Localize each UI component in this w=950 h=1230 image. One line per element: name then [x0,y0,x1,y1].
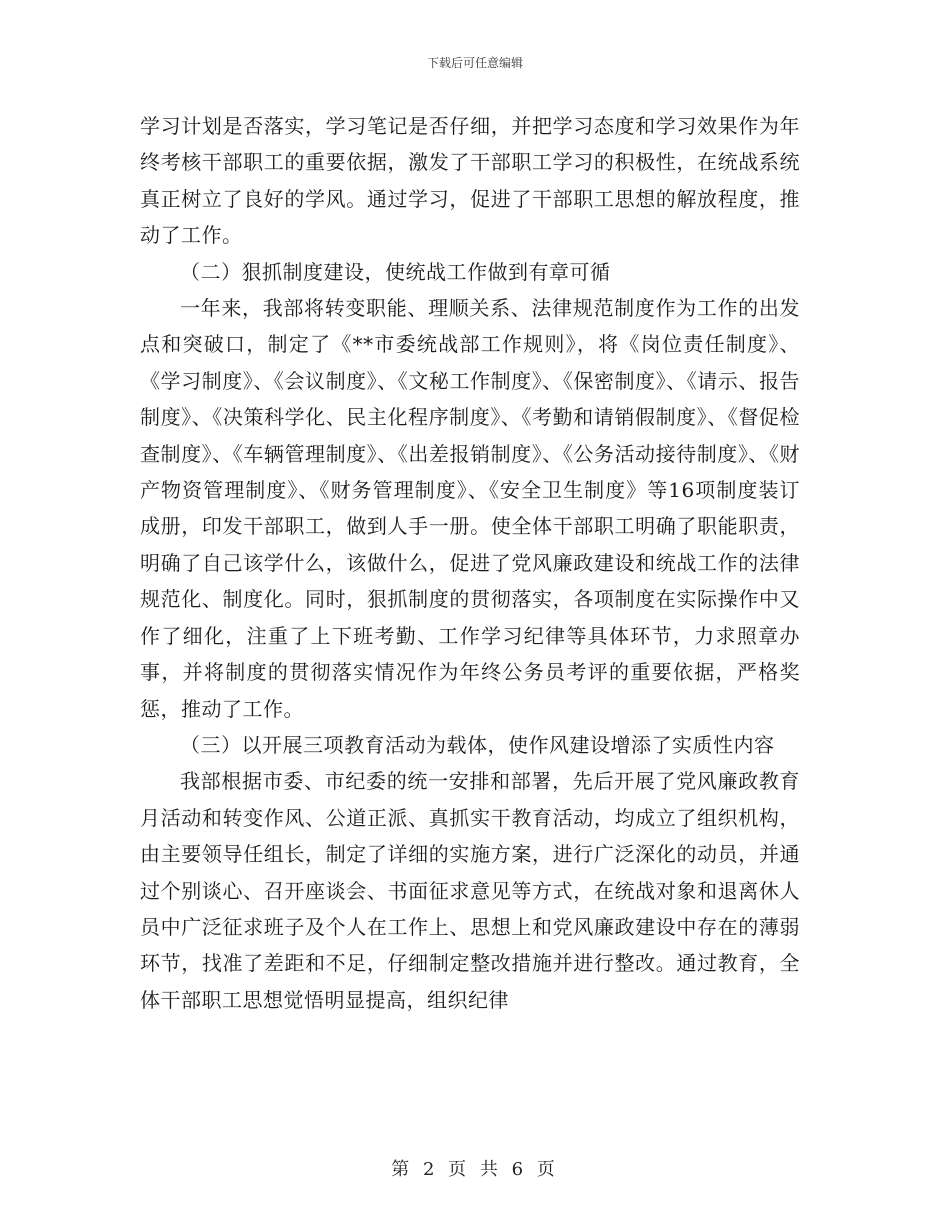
section-heading-2: （二）狠抓制度建设，使统战工作做到有章可循 [180,259,611,284]
section-heading-3: （三）以开展三项教育活动为载体，使作风建设增添了实质性内容 [180,732,775,757]
page-footer: 第 2 页 共 6 页 [391,1159,559,1180]
paragraph-continuation: 学习计划是否落实，学习笔记是否仔细，并把学习态度和学习效果作为年终考核干部职工的重要依据，激发了干部职工学习的积极性，在统战系统真正树立了良好的学风。通过学习，促进了干部职工思想的解放程度，推动了工作。 [140,114,800,248]
paragraph-institution-building: 一年来，我部将转变职能、理顺关系、法律规范制度作为工作的出发点和突破口，制定了《**市委统战部工作规则》，将《岗位责任制度》、《学习制度》、《会议制度》、《文秘工作制度》、《保密制度》、《请示、报告制度》、《决策科学化、民主化程序制度》、《考勤和请销假制度》、《督促检查制度》、《车辆管理制度》、《出差报销制度》、《公务活动接待制度》、《财产物资管理制度》、《财务管理制度》、《安全卫生制度》等16项制度装订成册，印发干部职工，做到人手一册。使全体干部职工明确了职能职责，明确了自己该学什么，该做什么，促进了党风廉政建设和统战工作的法律规范化、制度化。同时，狠抓制度的贯彻落实，各项制度在实际操作中又作了细化，注重了上下班考勤、工作学习纪律等具体环节，力求照章办事，并将制度的贯彻落实情况作为年终公务员考评的重要依据，严格奖惩，推动了工作。 [140,296,800,721]
page-header: 下载后可任意编辑 [426,56,523,70]
paragraph-education-activities: 我部根据市委、市纪委的统一安排和部署，先后开展了党风廉政教育月活动和转变作风、公道正派、真抓实干教育活动，均成立了组织机构，由主要领导任组长，制定了详细的实施方案，进行广泛深化的动员，并通过个别谈心、召开座谈会、书面征求意见等方式，在统战对象和退离休人员中广泛征求班子及个人在工作上、思想上和党风廉政建设中存在的薄弱环节，找准了差距和不足，仔细制定整改措施并进行整改。通过教育，全体干部职工思想觉悟明显提高，组织纪律 [140,769,800,1012]
document-body [140,108,800,1018]
